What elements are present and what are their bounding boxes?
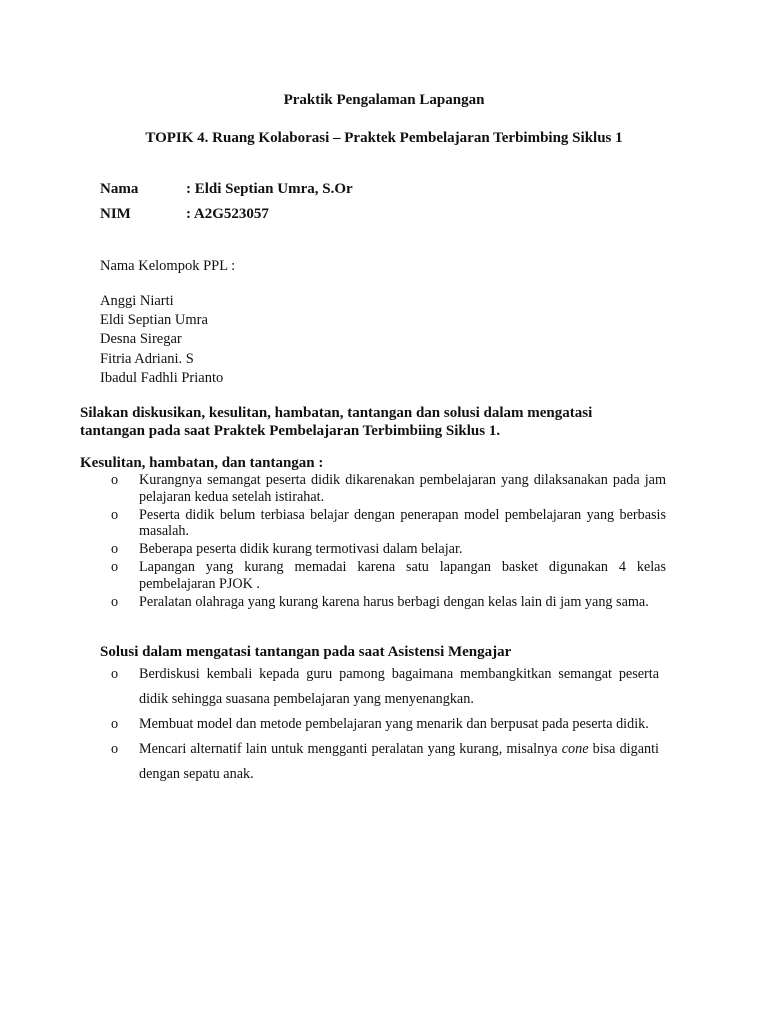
list-item [111,662,659,712]
challenges-list [111,472,666,611]
member-item: Ibadul Fadhli Prianto [100,369,224,386]
list-item-text: Membuat model dan metode pembelajaran yang menarik dan berpusat pada peserta didik. [139,716,649,732]
solution-text-part: bisa diganti dengan sepatu anak. [139,741,659,782]
member-list [100,292,223,388]
solution-text-part: Mencari alternatif lain untuk mengganti peralatan yang kurang, misalnya [139,741,562,757]
bullet-icon: o [111,593,119,610]
solutions-heading: Solusi dalam mengatasi tantangan pada saat Asistensi Mengajar [100,644,512,660]
nim-label: NIM [100,206,131,222]
list-item [111,541,666,558]
bullet-icon: o [111,666,119,682]
list-item [111,712,659,737]
bullet-icon: o [111,541,119,558]
bullet-icon: o [111,716,119,732]
nim-row [100,206,269,223]
list-item [111,594,666,611]
document-title: Praktik Pengalaman Lapangan [283,92,485,108]
solution-italic-word: cone [561,741,589,757]
solutions-list [111,662,659,787]
list-item-text: Peralatan olahraga yang kurang karena harus berbagi dengan kelas lain di jam yang sama. [139,593,649,610]
member-item: Fitria Adriani. S [100,350,194,367]
list-item-text: Beberapa peserta didik kurang termotivasi dalam belajar. [139,541,463,558]
group-label: Nama Kelompok PPL : [100,258,236,274]
member-item: Anggi Niarti [100,293,174,309]
bullet-icon: o [111,741,119,757]
name-label: Nama [100,181,139,197]
list-item-text [139,741,659,782]
prompt-line: tantangan pada saat Praktek Pembelajaran Terbimbiing Siklus 1. [80,423,501,439]
list-item [111,507,666,541]
bullet-icon: o [111,506,119,523]
discussion-prompt [80,404,680,440]
bullet-icon: o [111,558,119,575]
name-value: : Eldi Septian Umra, S.Or [186,181,353,197]
name-row [100,181,353,198]
list-item [111,559,666,593]
nim-value: : A2G523057 [186,206,269,222]
list-item-text: Lapangan yang kurang memadai karena satu lapangan basket digunakan 4 kelas pembelajaran PJOK . [139,558,666,592]
list-item [111,472,666,506]
list-item-text: Peserta didik belum terbiasa belajar dengan penerapan model pembelajaran yang berbasis masalah. [139,506,666,540]
list-item-text: Berdiskusi kembali kepada guru pamong bagaimana membangkitkan semangat peserta didik sehingga suasana pembelajaran yang menyenangkan. [139,666,659,707]
list-item [111,737,659,787]
topic-heading: TOPIK 4. Ruang Kolaborasi – Praktek Pembelajaran Terbimbing Siklus 1 [145,130,623,146]
prompt-line: Silakan diskusikan, kesulitan, hambatan, tantangan dan solusi dalam mengatasi [80,405,593,421]
bullet-icon: o [111,472,119,488]
challenges-heading: Kesulitan, hambatan, dan tantangan : [80,455,324,471]
member-item: Desna Siregar [100,331,182,348]
member-item: Eldi Septian Umra [100,312,208,329]
list-item-text: Kurangnya semangat peserta didik dikarenakan pembelajaran yang dilaksanakan pada jam pelajaran kedua setelah istirahat. [139,472,666,505]
